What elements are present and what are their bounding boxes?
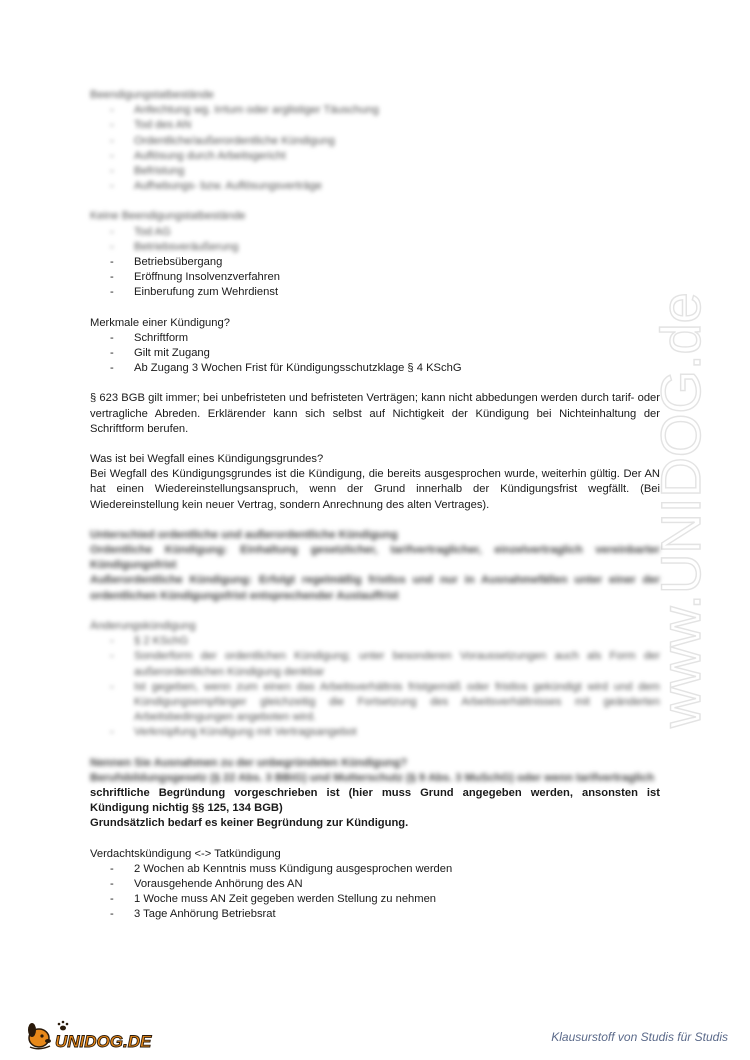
watermark-text: www.UNIDOG.de xyxy=(649,292,712,728)
list-item: - Vorausgehende Anhörung des AN xyxy=(90,877,660,892)
list-item: - Einberufung zum Wehrdienst xyxy=(90,285,660,300)
spacer xyxy=(90,301,660,316)
list-item: - Eröffnung Insolvenzverfahren xyxy=(90,270,660,285)
list-item: - Ist gegeben, wenn zum einen das Arbeitsverhältnis fristgemäß oder fristlos gekündigt wird und dem Kündigungsempfänger gleichzeitig die Fortsetzung des Arbeitsverhältnisses mit geänderten Arbeitsbedingungen angeboten wird. xyxy=(90,680,660,726)
list-item: - Tod des AN xyxy=(90,118,660,133)
dog-logo-icon xyxy=(22,1018,182,1052)
section-wegfall-kuendigungsgrund xyxy=(90,452,660,513)
section-heading: Änderungskündigung xyxy=(90,619,196,632)
list-item: - Aufhebungs- bzw. Auflösungsverträge xyxy=(90,179,660,194)
spacer xyxy=(90,604,660,619)
blurred-line: Berufsbildungsgesetz (§ 22 Abs. 3 BBiG) und Mutterschutz (§ 9 Abs. 3 MuSchG) oder wenn tarifvertraglich xyxy=(90,771,655,784)
answer: Bei Wegfall des Kündigungsgrundes ist die Kündigung, die bereits ausgesprochen wurde, weiterhin gültig. Der AN hat einen Wiedereinstellungsanspruch, wenn der Grund innerhalb der Kündigungsfrist wegfällt. (Bei Wiedereinstellung kein neuer Vertrag, sondern Anrechnung des alten Vertrages). xyxy=(90,468,660,511)
list-item: - Ordentliche/außerordentliche Kündigung xyxy=(90,134,660,149)
spacer xyxy=(90,741,660,756)
unidog-logo xyxy=(22,1018,182,1052)
spacer xyxy=(90,513,660,528)
bullet-list xyxy=(90,634,660,740)
list-item: - Betriebsveräußerung xyxy=(90,240,660,255)
section-heading: Unterschied ordentliche und außerordentliche Kündigung xyxy=(90,528,398,541)
list-item: - 2 Wochen ab Kenntnis muss Kündigung ausgesprochen werden xyxy=(90,862,660,877)
logo-text: UNIDOG.DE xyxy=(55,1032,152,1051)
visible-line: schriftliche Begründung vorgeschrieben ist (hier muss Grund angegeben werden, ansonsten ist Kündigung nichtig §§ 125, 134 BGB) xyxy=(90,786,660,815)
bullet-list xyxy=(90,103,660,194)
section-beendigungstatbestaende xyxy=(90,88,660,194)
list-item: - Tod AG xyxy=(90,225,660,240)
list-item: - Schriftform xyxy=(90,331,660,346)
section-heading: Keine Beendigungstatbestände xyxy=(90,210,246,223)
list-item: - Auflösung durch Arbeitsgericht xyxy=(90,149,660,164)
section-unterschied-kuendigung xyxy=(90,528,660,604)
bullet-list xyxy=(90,331,660,377)
list-item: - Verknüpfung Kündigung mit Vertragsangebot xyxy=(90,725,660,740)
section-heading: Verdachtskündigung <-> Tatkündigung xyxy=(90,847,281,860)
list-item: - Ab Zugang 3 Wochen Frist für Kündigungsschutzklage § 4 KSchG xyxy=(90,361,660,376)
footer-tagline: Klausurstoff von Studis für Studis xyxy=(551,1030,728,1044)
section-heading: Nennen Sie Ausnahmen zu der unbegründeten Kündigung? xyxy=(90,756,408,769)
bullet-list xyxy=(90,225,660,301)
paragraph-623-bgb: § 623 BGB gilt immer; bei unbefristeten und befristeten Verträgen; kann nicht abbedungen werden durch tarif- oder vertragliche Abreden. Erklärender kann sich selbst auf Nichtigkeit der Kündigung bei Nichteinhaltung der Schriftform berufen. xyxy=(90,392,660,435)
list-item: - 3 Tage Anhörung Betriebsrat xyxy=(90,907,660,922)
section-ausnahmen xyxy=(90,756,660,832)
list-item: - Gilt mit Zugang xyxy=(90,346,660,361)
list-item: - Anfechtung wg. Irrtum oder arglistiger Täuschung xyxy=(90,103,660,118)
document-body xyxy=(90,88,660,923)
list-item: - 1 Woche muss AN Zeit gegeben werden Stellung zu nehmen xyxy=(90,892,660,907)
spacer xyxy=(90,194,660,209)
spacer xyxy=(90,376,660,391)
section-aenderungskuendigung xyxy=(90,619,660,741)
spacer xyxy=(90,437,660,452)
section-verdachtskuendigung xyxy=(90,847,660,923)
section-keine-beendigungstatbestaende xyxy=(90,209,660,300)
list-item: - Sonderform der ordentlichen Kündigung; unter besonderen Voraussetzungen auch als Form der außerordentlichen Kündigung denkbar xyxy=(90,649,660,679)
paragraph-ordentliche: Ordentliche Kündigung: Einhaltung gesetzlicher, tarifvertraglicher, einzelvertraglich vereinbarter Kündigungsfrist xyxy=(90,544,660,572)
list-item: - Betriebsübergang xyxy=(90,255,660,270)
list-item: - § 2 KSchG xyxy=(90,634,660,649)
paragraph-ausserordentliche: Außerordentliche Kündigung: Erfolgt regelmäßig fristlos und nur in Ausnahmefällen unter einer der ordentlichen Kündigungsfrist entsprechender Auslauffrist xyxy=(90,574,660,602)
question: Was ist bei Wegfall eines Kündigungsgrundes? xyxy=(90,453,324,466)
spacer xyxy=(90,832,660,847)
list-item: - Befristung xyxy=(90,164,660,179)
section-heading: Beendigungstatbestände xyxy=(90,89,214,101)
section-merkmale xyxy=(90,316,660,377)
conclusion-line: Grundsätzlich bedarf es keiner Begründung zur Kündigung. xyxy=(90,817,409,830)
section-heading: Merkmale einer Kündigung? xyxy=(90,316,230,329)
bullet-list xyxy=(90,862,660,923)
